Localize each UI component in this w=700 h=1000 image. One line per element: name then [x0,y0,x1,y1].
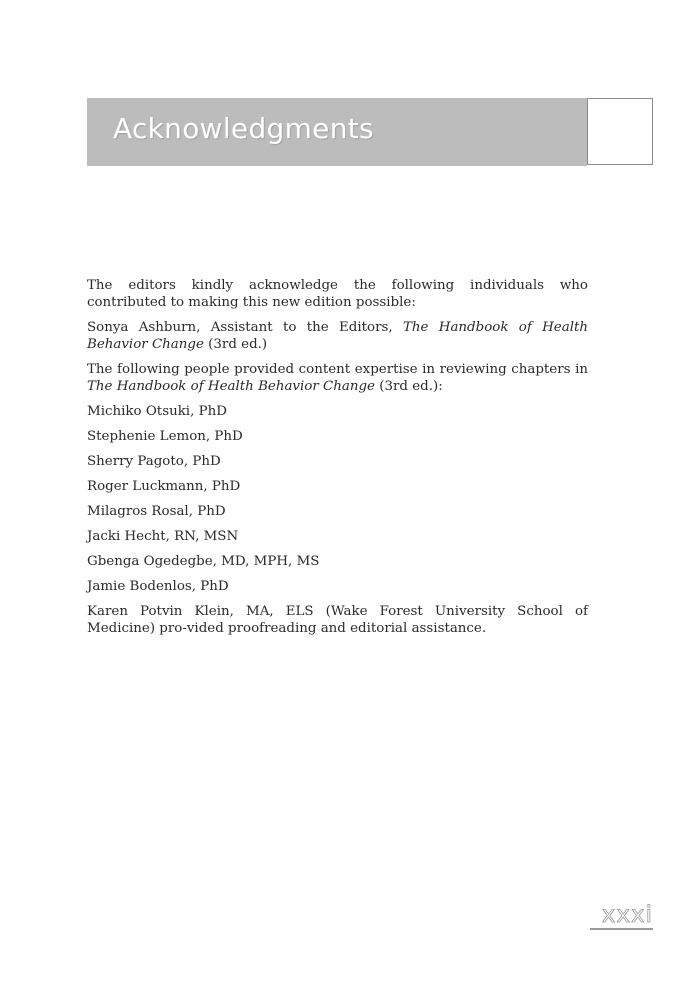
assistant-name-role: Sonya Ashburn, Assistant to the Editors, [87,320,403,335]
reviewer-name: Stephenie Lemon, PhD [87,429,243,444]
page-number: xxxi [590,902,653,930]
page-title: Acknowledgments [113,112,374,145]
reviewer-name: Sherry Pagoto, PhD [87,454,221,469]
book-title: The Handbook of Health Behavior Change [87,320,588,352]
edition-text: (3rd ed.): [374,379,443,394]
reviewer-name: Jamie Bodenlos, PhD [87,579,229,594]
book-title: The Handbook of Health Behavior Change [87,379,375,394]
reviewers-intro-paragraph [87,361,588,395]
edition-text: (3rd ed.) [203,337,268,352]
reviewer-name: Michiko Otsuki, PhD [87,404,227,419]
reviewer-name: Gbenga Ogedegbe, MD, MPH, MS [87,554,320,569]
reviewer-name: Jacki Hecht, RN, MSN [87,529,239,544]
chapter-heading-band [87,98,587,166]
reviewer-name: Milagros Rosal, PhD [87,504,226,519]
closing-paragraph: Karen Potvin Klein, MA, ELS (Wake Forest University School of Medicine) pro-vided proofreading and editorial assistance. [87,604,588,636]
intro-paragraph: The editors kindly acknowledge the following individuals who contributed to making this new edition possible: [87,278,588,310]
acknowledgments-body [87,277,588,645]
reviewers-intro-text: The following people provided content expertise in reviewing chapters in [87,362,588,377]
reviewer-name: Roger Luckmann, PhD [87,479,241,494]
assistant-paragraph [87,319,588,353]
heading-corner-box [587,98,653,165]
